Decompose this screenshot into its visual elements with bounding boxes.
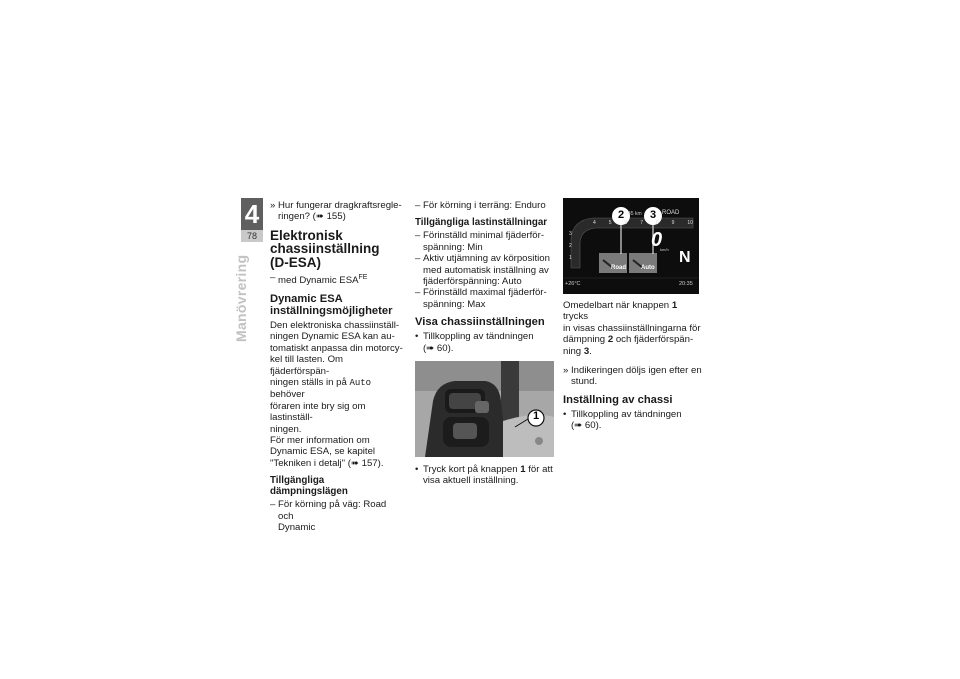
damping-setting: Road [611,265,626,271]
result-item [270,200,404,223]
heading-electronic-chassis: Elektronisk chassiinställning (D-ESA) [270,227,380,270]
speed-readout: 0 [651,229,663,251]
paragraph-intro: Den elektroniska chassiinställ- ningen Dynamic ESA kan au- tomatiskt anpassa din motorcy- kel till lasten. Om fjäderförspän- ningen ställs in på Auto behöver föraren inte bry sig om lastinställ- ningen. [270,319,403,435]
bullet-marker: • [415,331,419,343]
list-item: – För körning på väg: Road och Dynamic [270,499,387,533]
rpm-scale: 4 5 6 7 8 9 10 [593,220,693,226]
list-item: – Aktiv utjämning av körposition med automatisk inställning av fjäderförspänning: Auto [415,253,550,288]
callout-3: 3 [649,209,657,221]
handlebar-illustration [415,361,554,457]
distance-readout: 45 km [628,211,642,217]
clock-readout: 20:35 [679,281,693,287]
callout-1: 1 [532,410,540,422]
rpm-scale-left: 3 2 1 [569,231,572,261]
column-3 [563,300,703,432]
preload-setting: Auto [641,265,655,271]
handlebar-button-figure [415,361,554,457]
neutral-indicator: N [679,249,691,266]
section-vertical-label: Manövrering [233,254,249,342]
heading-chassis-setting: Inställning av chassi [563,393,673,406]
heading-dynamic-esa: Dynamic ESA inställningsmöjligheter [270,292,393,317]
dashboard-figure [563,198,699,294]
riding-mode-label: ROAD [662,210,680,216]
list-item: – Förinställd minimal fjäderför- spänning: Min [415,230,545,253]
paragraph-more-info: För mer information om Dynamic ESA, se kapitel "Tekniken i detalj" (➠ 157). [270,434,384,469]
heading-damping-modes: Tillgängliga dämpningslägen [270,475,348,498]
list-item: – Förinställd maximal fjäderför- spänning: Max [415,287,547,310]
list-item: – För körning i terräng: Enduro [415,200,546,211]
column-2-lower [415,464,555,487]
bullet-item: • Tillkoppling av tändningen (➠ 60). [563,408,682,432]
result-marker: » [270,200,276,211]
callout-2: 2 [617,209,625,221]
bullet-item: • Tryck kort på knappen 1 för att visa aktuell inställning. [415,464,553,487]
result-item: » Indikeringen döljs igen efter en stund. [563,365,702,388]
speed-unit: km/h [660,247,669,252]
page-number: 78 [241,230,263,242]
temperature-readout: +26°C [565,281,581,287]
result-text: Hur fungerar dragkraftsregle- ringen? (➠ 155) [278,200,402,223]
heading-load-settings: Tillgängliga lastinställningar [415,217,548,229]
column-2 [415,200,555,354]
chapter-number: 4 [241,198,263,230]
paragraph-display: Omedelbart när knappen 1 trycks in visas chassiinställningarna för dämpning 2 och fjäderförspän- ning 3. [563,300,701,357]
heading-show-chassis: Visa chassiinställningen [415,316,545,329]
bullet-item: • Tillkoppling av tändningen (➠ 60). [415,331,534,354]
variant-note: – med Dynamic $ESA^{FE}$ [270,272,368,287]
column-1 [270,200,404,533]
